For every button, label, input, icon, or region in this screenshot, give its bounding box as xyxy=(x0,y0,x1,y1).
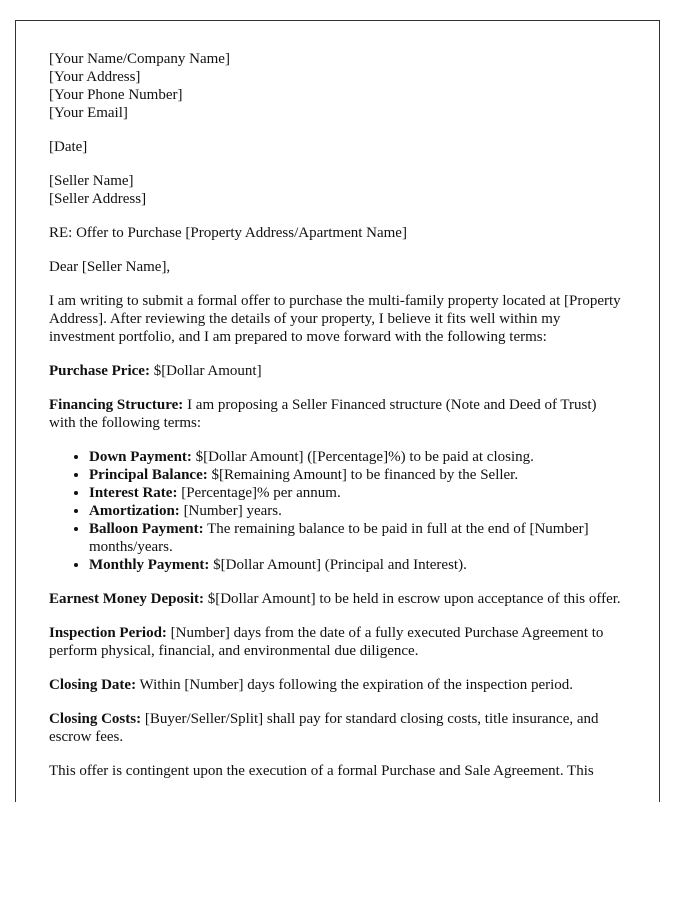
list-item xyxy=(89,502,625,520)
earnest-label: Earnest Money Deposit: xyxy=(49,591,204,607)
term-label: Interest Rate: xyxy=(89,485,178,501)
term-text: The remaining balance to be paid in full at the end of [Number] months/years. xyxy=(89,521,589,555)
purchase-price-label: Purchase Price: xyxy=(49,363,150,379)
terms-list xyxy=(49,448,625,574)
term-text: $[Dollar Amount] ([Percentage]%) to be paid at closing. xyxy=(191,449,534,465)
list-item xyxy=(89,448,625,466)
closing-costs xyxy=(49,710,625,746)
term-text: [Number] years. xyxy=(179,503,282,519)
closing-costs-text: [Buyer/Seller/Split] shall pay for standard closing costs, title insurance, and escrow fees. xyxy=(49,711,599,745)
term-label: Monthly Payment: xyxy=(89,557,210,573)
purchase-price xyxy=(49,362,625,380)
inspection-text: [Number] days from the date of a fully executed Purchase Agreement to perform physical, financial, and environmental due diligence. xyxy=(49,625,604,659)
list-item xyxy=(89,484,625,502)
seller-address: [Seller Address] xyxy=(49,191,147,207)
term-label: Balloon Payment: xyxy=(89,521,204,537)
sender-block xyxy=(49,50,625,122)
intro-paragraph: I am writing to submit a formal offer to purchase the multi-family property located at [Property Address]. After reviewing the details of your property, I believe it fits well within my investment portfolio, and I am prepared to move forward with the following terms: xyxy=(49,293,621,345)
closing-date-text: Within [Number] days following the expiration of the inspection period. xyxy=(136,677,574,693)
inspection-label: Inspection Period: xyxy=(49,625,167,641)
sender-address: [Your Address] xyxy=(49,69,141,85)
list-item xyxy=(89,556,625,574)
sender-name: [Your Name/Company Name] xyxy=(49,51,230,67)
term-label: Amortization: xyxy=(89,503,180,519)
recipient-block xyxy=(49,172,625,208)
sender-email: [Your Email] xyxy=(49,105,128,121)
financing-text: I am proposing a Seller Financed structure (Note and Deed of Trust) with the following terms: xyxy=(49,397,597,431)
term-text: $[Dollar Amount] (Principal and Interest). xyxy=(209,557,467,573)
list-item xyxy=(89,466,625,484)
earnest-money xyxy=(49,590,625,608)
term-label: Principal Balance: xyxy=(89,467,208,483)
seller-name: [Seller Name] xyxy=(49,173,134,189)
term-text: [Percentage]% per annum. xyxy=(177,485,341,501)
sender-phone: [Your Phone Number] xyxy=(49,87,183,103)
inspection-period xyxy=(49,624,625,660)
date: [Date] xyxy=(49,139,88,155)
financing-label: Financing Structure: xyxy=(49,397,184,413)
final-paragraph: This offer is contingent upon the execution of a formal Purchase and Sale Agreement. This xyxy=(49,763,594,779)
term-text: $[Remaining Amount] to be financed by the Seller. xyxy=(207,467,519,483)
salutation: Dear [Seller Name], xyxy=(49,259,171,275)
earnest-text: $[Dollar Amount] to be held in escrow upon acceptance of this offer. xyxy=(203,591,621,607)
subject-line: RE: Offer to Purchase [Property Address/Apartment Name] xyxy=(49,225,407,241)
list-item xyxy=(89,520,625,556)
closing-costs-label: Closing Costs: xyxy=(49,711,142,727)
letter-page xyxy=(15,20,660,802)
term-label: Down Payment: xyxy=(89,449,192,465)
closing-date-label: Closing Date: xyxy=(49,677,137,693)
financing-structure xyxy=(49,396,625,432)
closing-date xyxy=(49,676,625,694)
purchase-price-value: $[Dollar Amount] xyxy=(149,363,262,379)
